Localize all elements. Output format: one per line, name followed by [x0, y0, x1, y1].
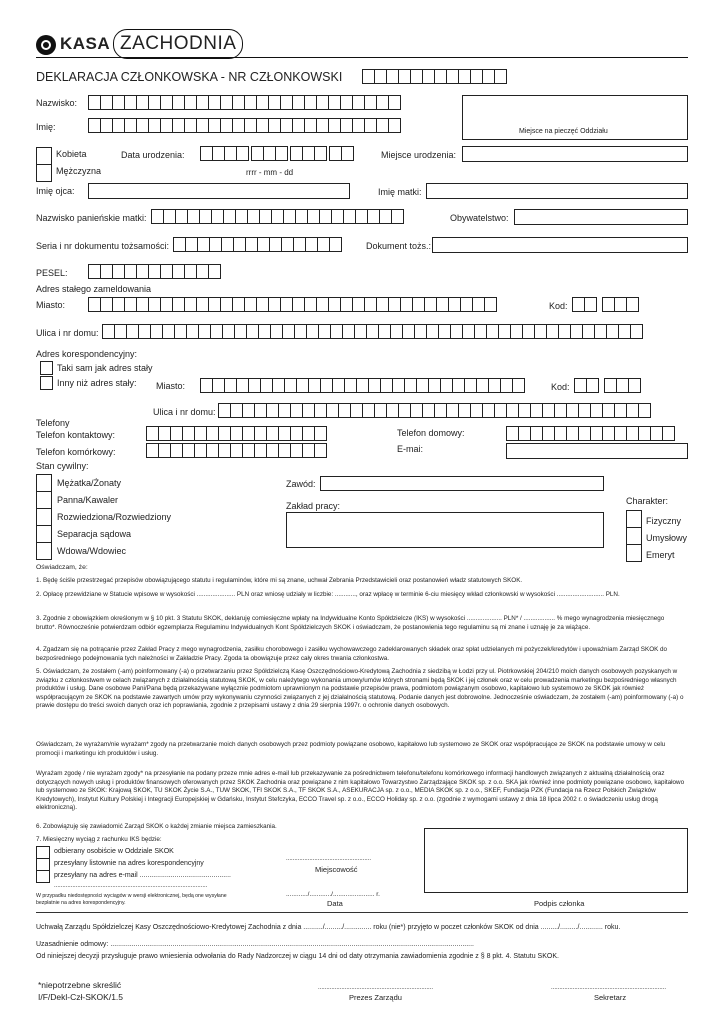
surname-cells[interactable]	[88, 95, 400, 110]
email-field[interactable]	[506, 443, 688, 459]
marital-checkbox[interactable]	[36, 525, 52, 543]
correspondence-address-label: Adres korespondencyjny:	[36, 349, 138, 359]
place-dots: ...................................................	[286, 856, 372, 862]
date-label: Data	[327, 899, 343, 908]
member-signature-box[interactable]	[424, 828, 688, 893]
corr-street-cells[interactable]	[218, 403, 650, 418]
marital-checkbox[interactable]	[36, 474, 52, 492]
marital-checkbox[interactable]	[36, 508, 52, 526]
marital-option: Wdowa/Wdowiec	[57, 546, 127, 556]
declaration-7: Wyrażam zgodę / nie wyrażam zgody* na przesyłanie na podany przeze mnie adres e-mail lub przekazywanie za pośrednictwem telefonu/telefonu komórkowego informacji handlowych związanych z aktualną działalnością oraz dotyczących nowych usług i produktów finansowych oferowanych przez SKOK Zachodnia oraz powiązane z nim kapitałowo Towarzystwo Zarządzające SKOK sp. z o.o. SKA jak również inne podmioty powiązane osobowo, kapitałowo lub systemowo ze SKOK: Krajową SKOK, TU SKOK Życie S.A., TUW SKOK, TFI SKOK S.A., TF SKOK S.A., ASEKURACJA sp. z o.o., MEDIA SKOK sp. z o.o., SKEF, Fundacja PZK (Fundacja na Rzecz Polskich Związków Kredytowych), Instytut Kultury Polskiej i Integracji Europejskiej w Gdańsku, Instytut Stefczyka, ECCO Travel sp. z o.o., ECCO Holiday sp. z o.o. (zgodnie z wymogami ustawy z dnia 18 lipca 2002 r. o świadczeniu usług drogą elektroniczną).	[36, 770, 685, 811]
first-name-cells[interactable]	[88, 118, 400, 133]
declaration-6: Oświadczam, że wyrażam/nie wyrażam* zgody na przetwarzanie moich danych osobowych przez podmioty powiązane osobowo, kapitałowo lub systemowo ze SKOK oraz współpracujące ze SKOK na podstawie umowy w celu promocji i marketingu ich produktów i usług.	[36, 741, 666, 757]
member-signature-label: Podpis członka	[534, 899, 585, 908]
male-checkbox[interactable]	[36, 164, 52, 182]
first-name-label: Imię:	[36, 122, 56, 132]
father-name-label: Imię ojca:	[36, 186, 75, 196]
logo-kasa: KASA	[60, 34, 111, 53]
phones-label: Telefony	[36, 418, 70, 428]
mother-name-label: Imię matki:	[378, 187, 422, 197]
email-line: ............................................................................................	[54, 883, 208, 889]
birth-place-label: Miejsce urodzenia:	[381, 150, 457, 160]
profession-field[interactable]	[320, 476, 604, 491]
corr-postal-cells[interactable]	[574, 378, 640, 393]
birth-date-label: Data urodzenia:	[121, 150, 185, 160]
statement-option-checkbox[interactable]	[36, 870, 50, 883]
surname-label: Nazwisko:	[36, 98, 78, 108]
date-dots: ............/............/....................... r.	[286, 891, 380, 898]
marital-option: Rozwiedziona/Rozwiedziony	[57, 512, 172, 522]
marital-option: Separacja sądowa	[57, 529, 132, 539]
street-label: Ulica i nr domu:	[36, 328, 99, 338]
member-number-cells[interactable]	[362, 69, 506, 84]
home-phone-label: Telefon domowy:	[397, 428, 465, 438]
footer-rule	[36, 912, 688, 913]
birth-date-cells[interactable]	[200, 146, 353, 161]
refusal-reason: Uzasadnienie odmowy: ...........................................................................................................................................................................................	[36, 941, 474, 948]
declaration-1: 1. Będę ściśle przestrzegać przepisów obowiązującego statutu i regulaminów, które mi są znane, uchwał Zebrania Przedstawicieli oraz postanowień władz statutowych SKOK.	[36, 577, 523, 584]
president-label: Prezes Zarządu	[349, 993, 402, 1002]
declaration-4: 4. Zgadzam się na potrącanie przez Zakład Pracy z mego wynagrodzenia, zasiłku chorobowego i zasiłku wychowawczego zadeklarowanych składek oraz spłat udzielanych mi pożyczek/kredytów i upoważniam Zarząd SKOK do bezpośredniego podejmowania tych należności w Zakładzie Pracy. Zgoda ta obowiązuje przez cały okres trwania członkostwa.	[36, 646, 668, 662]
female-label: Kobieta	[56, 149, 87, 159]
president-dots: .....................................................................	[318, 985, 434, 991]
secretary-label: Sekretarz	[594, 993, 627, 1002]
maiden-name-cells[interactable]	[151, 209, 403, 224]
work-type-option: Umysłowy	[646, 533, 688, 543]
declarations-intro: Oświadczam, że:	[36, 564, 88, 571]
corr-postal-label: Kod:	[551, 382, 570, 392]
postal-code-label: Kod:	[549, 301, 568, 311]
corr-city-label: Miasto:	[156, 381, 186, 391]
permanent-address-label: Adres stałego zameldowania	[36, 284, 152, 294]
other-address-label: Inny niż adres stały:	[57, 378, 137, 388]
mobile-phone-cells[interactable]	[146, 443, 326, 458]
work-type-checkbox[interactable]	[626, 510, 642, 528]
pesel-cells[interactable]	[88, 264, 220, 279]
declaration-5: 5. Oświadczam, że zostałem (-am) poinformowany (-a) o przetwarzaniu przez Spółdzielczą Kasę Oszczędnościowo-Kredytową Zachodnia z siedzibą w Łodzi przy ul. Piotrkowskiej 204/210 moich danych osobowych pozyskanych w związku z członkostwem w celach związanych z działalnością statutową SKOK, w celu należytego wykonania umowy/umów których stronami będą SKOK i jej członek oraz w celu prowadzenia marketingu bezpośredniego własnych produktów i usług. Dane osobowe Pani/Pana będą przekazywane wyłącznie podmiotom uprawnionym na podstawie przepisów prawa, podmiotom powiązanym osobowo, kapitałowo lub systemowo ze SKOK jak również współpracującym ze SKOK na podstawie zawartych umów przy wykonywaniu czynności związanych z jej działalnością statutową. Podanie danych jest dobrowolne. Jednocześnie oświadczam, że zostałem (-am) poinformowany (-a) o prawie dostępu do treści swoich danych oraz ich poprawiania, zgodnie z przepisami ustawy z dnia 29 sierpnia 1997r. o ochronie danych osobowych.	[36, 668, 684, 709]
employer-label: Zakład pracy:	[286, 501, 341, 511]
marital-checkbox[interactable]	[36, 491, 52, 509]
work-type-label: Charakter:	[626, 496, 669, 506]
form-code: I/F/Dekl-Czł-SKOK/1.5	[38, 992, 124, 1002]
logo-zachodnia: ZACHODNIA	[113, 29, 243, 59]
street-cells[interactable]	[102, 324, 642, 339]
stamp-label: Miejsce na pieczęć Oddziału	[519, 128, 608, 135]
statement-option: przesyłany listownie na adres korespondencyjny	[54, 860, 204, 867]
corr-city-cells[interactable]	[200, 378, 524, 393]
work-type-checkbox[interactable]	[626, 544, 642, 562]
other-address-checkbox[interactable]	[40, 376, 53, 390]
form-title: DEKLARACJA CZŁONKOWSKA - NR CZŁONKOWSKI	[36, 70, 343, 84]
profession-label: Zawód:	[286, 479, 316, 489]
marital-option: Mężatka/Żonaty	[57, 478, 122, 488]
secretary-dots: .....................................................................	[551, 985, 667, 991]
citizenship-label: Obywatelstwo:	[450, 213, 509, 223]
logo-icon	[36, 35, 56, 55]
declaration-3: 3. Zgodnie z obowiązkiem określonym w § 10 pkt. 3 Statutu SKOK, deklaruję comiesięczne wpłaty na Indywidualne Konto Spółdzielcze (IKS) w wysokości .................... PLN* / .................. % mego wynagrodzenia miesięcznego brutto*. Równocześnie potwierdzam odbiór egzemplarza Regulaminu Indywidualnych Kont Spółdzielczych SKOK i oświadczam, że postanowienia tego regulaminu są mi znane i uznaję je za wiążące.	[36, 615, 665, 631]
birth-place-field[interactable]	[462, 146, 688, 162]
id-number-cells[interactable]	[173, 237, 341, 252]
statement-option: odbierany osobiście w Oddziale SKOK	[54, 848, 174, 855]
footnote: *niepotrzebne skreślić	[38, 980, 122, 990]
same-address-label: Taki sam jak adres stały	[57, 363, 153, 373]
email-note: W przypadku niedostępności wyciągów w wersji elektronicznej, będą one wysyłane bezpłatnie na adres korespondencyjny.	[36, 893, 227, 906]
declaration-2: 2. Opłacę przewidziane w Statucie wpisowe w wysokości ...................... PLN oraz wniosę udziały w liczbie: ............, oraz wpłacę w terminie 6-ciu miesięcy wkład członkowski w wysokości ........................... PLN.	[36, 591, 620, 598]
same-address-checkbox[interactable]	[40, 361, 53, 375]
city-label: Miasto:	[36, 300, 66, 310]
marital-checkbox[interactable]	[36, 542, 52, 560]
work-type-checkbox[interactable]	[626, 527, 642, 545]
contact-phone-cells[interactable]	[146, 426, 326, 441]
email-label: E-mai:	[397, 444, 424, 454]
male-label: Mężczyzna	[56, 166, 102, 176]
marital-option: Panna/Kawaler	[57, 495, 119, 505]
place-label: Miejscowość	[315, 865, 358, 874]
work-type-option: Fizyczny	[646, 516, 682, 526]
id-document-field[interactable]	[432, 237, 688, 253]
city-cells[interactable]	[88, 297, 496, 312]
father-name-field[interactable]	[88, 183, 350, 199]
statement-option: przesyłany na adres e-mail ...............................................	[54, 872, 231, 879]
board-resolution: Uchwałą Zarządu Spółdzielczej Kasy Oszczędnościowo-Kredytowej Zachodnia z dnia ........../........./.............. roku (nie*) przyjęto w poczet członków SKOK od dnia ........./........./............ roku.	[36, 924, 621, 931]
corr-street-label: Ulica i nr domu:	[153, 407, 216, 417]
declaration-8: 6. Zobowiązuję się zawiadomić Zarząd SKOK o każdej zmianie miejsca zamieszkania.	[36, 823, 277, 830]
mother-name-field[interactable]	[426, 183, 688, 199]
contact-phone-label: Telefon kontaktowy:	[36, 430, 116, 440]
employer-field[interactable]	[286, 512, 604, 548]
declaration-9: 7. Miesięczny wyciąg z rachunku IKS będzie:	[36, 836, 162, 843]
date-format-hint: rrrr - mm - dd	[246, 168, 294, 177]
marital-status-label: Stan cywilny:	[36, 461, 89, 471]
postal-code-cells[interactable]	[572, 297, 638, 312]
mobile-phone-label: Telefon komórkowy:	[36, 447, 116, 457]
maiden-name-label: Nazwisko panieńskie matki:	[36, 213, 147, 223]
pesel-label: PESEL:	[36, 268, 68, 278]
id-document-label: Dokument tożs.:	[366, 241, 432, 251]
female-checkbox[interactable]	[36, 147, 52, 165]
work-type-option: Emeryt	[646, 550, 675, 560]
home-phone-cells[interactable]	[506, 426, 674, 441]
id-number-label: Seria i nr dokumentu tożsamości:	[36, 241, 170, 251]
citizenship-field[interactable]	[514, 209, 688, 225]
appeal-notice: Od niniejszej decyzji przysługuje prawo wniesienia odwołania do Rady Nadzorczej w ciągu 14 dni od daty otrzymania zawiadomienia zgodnie z § 8 pkt. 4. Statutu SKOK.	[36, 953, 559, 960]
header-rule	[36, 57, 688, 58]
